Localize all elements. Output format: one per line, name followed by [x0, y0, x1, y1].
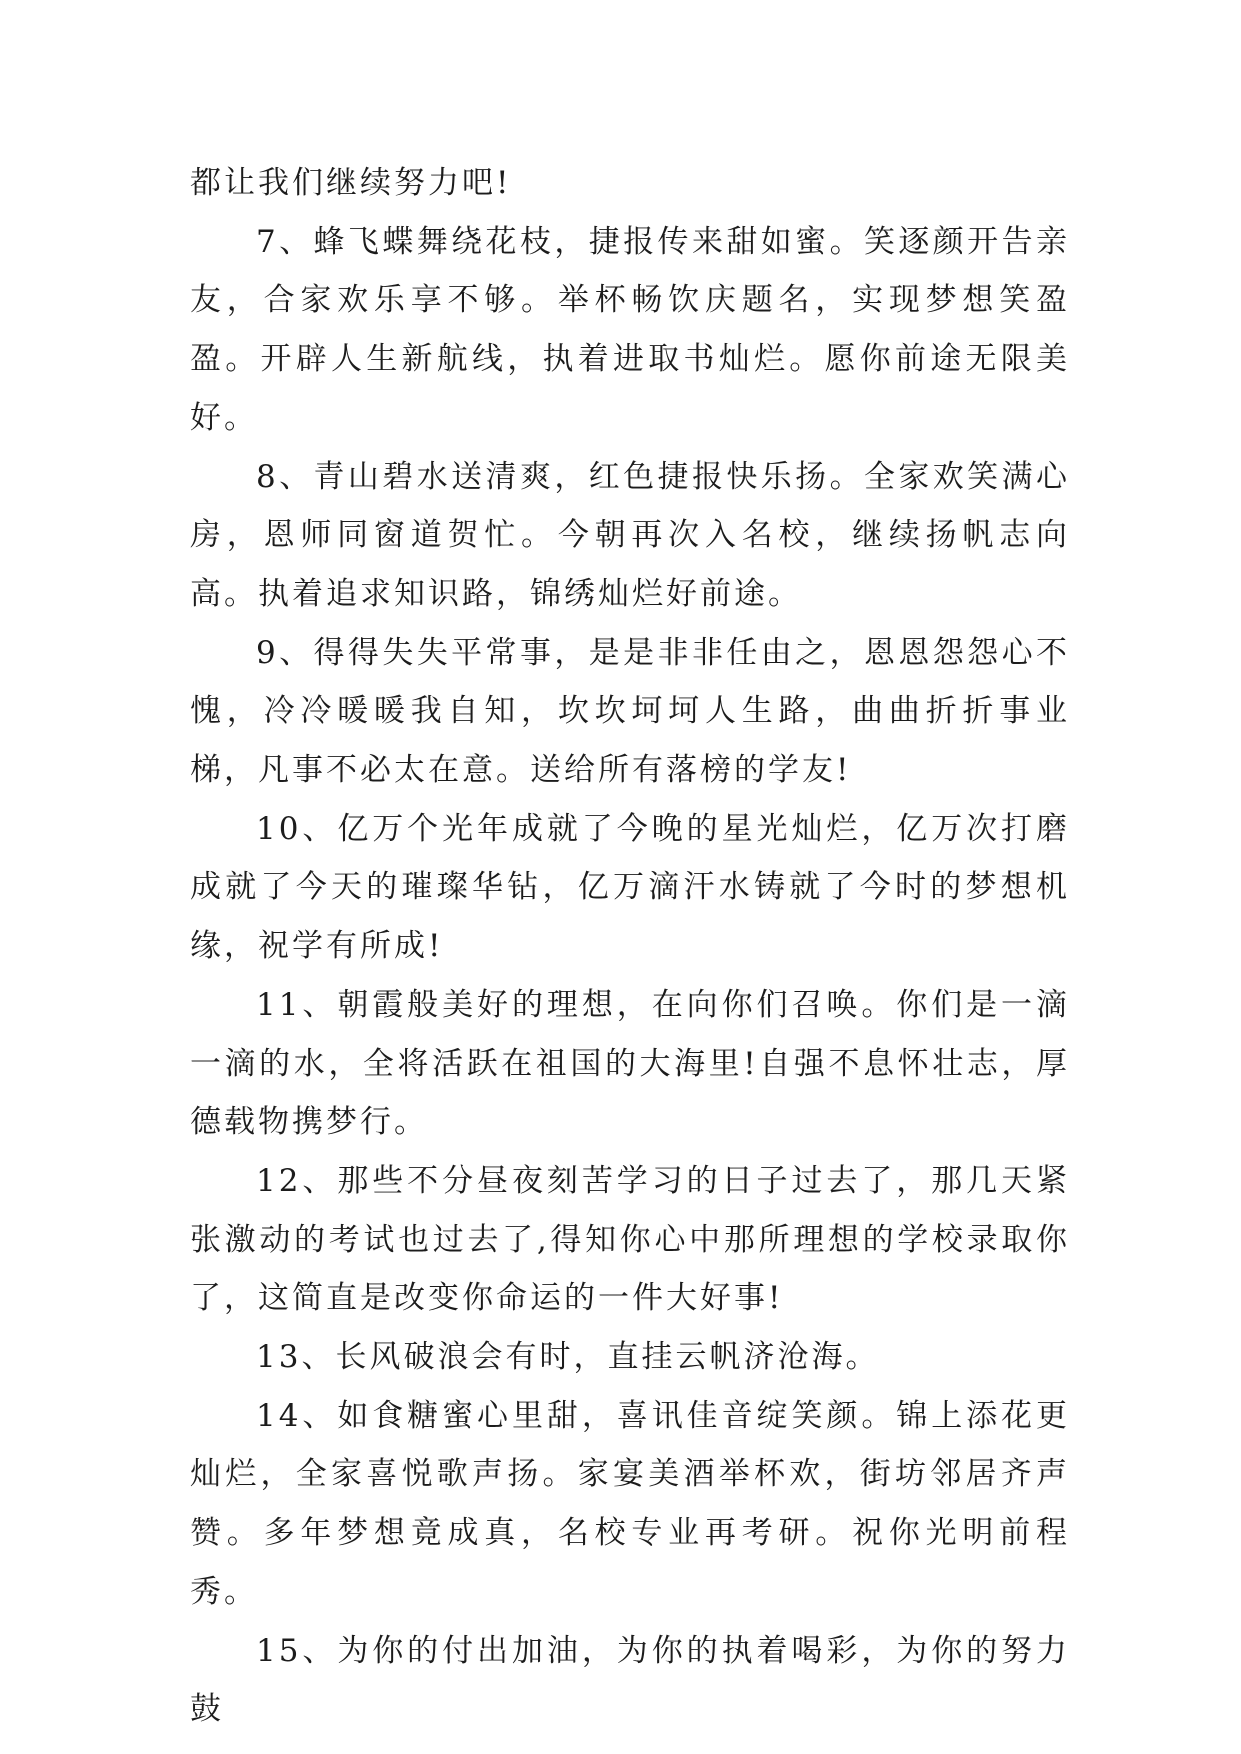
paragraph-11: 11、朝霞般美好的理想，在向你们召唤。你们是一滴一滴的水，全将活跃在祖国的大海里!自强不息怀壮志，厚德载物携梦行。	[190, 986, 1070, 1141]
paragraph-13: 13、长风破浪会有时，直挂云帆济沧海。	[256, 1339, 880, 1376]
paragraph-15: 15、为你的付出加油，为你的执着喝彩，为你的努力鼓	[190, 1632, 1070, 1728]
paragraph-8: 8、青山碧水送清爽，红色捷报快乐扬。全家欢笑满心房，恩师同窗道贺忙。今朝再次入名校，继续扬帆志向高。执着追求知识路，锦绣灿烂好前途。	[190, 458, 1070, 612]
paragraph-14: 14、如食糖蜜心里甜，喜讯佳音绽笑颜。锦上添花更灿烂，全家喜悦歌声扬。家宴美酒举杯欢，街坊邻居齐声赞。多年梦想竟成真，名校专业再考研。祝你光明前程秀。	[190, 1397, 1070, 1610]
paragraph-7: 7、蜂飞蝶舞绕花枝，捷报传来甜如蜜。笑逐颜开告亲友，合家欢乐享不够。举杯畅饮庆题名，实现梦想笑盈盈。开辟人生新航线，执着进取书灿烂。愿你前途无限美好。	[190, 223, 1070, 436]
paragraph-10: 10、亿万个光年成就了今晚的星光灿烂，亿万次打磨成就了今天的璀璨华钻，亿万滴汗水铸就了今时的梦想机缘，祝学有所成!	[190, 810, 1070, 965]
paragraph-9: 9、得得失失平常事，是是非非任由之，恩恩怨怨心不愧，冷冷暖暖我自知，坎坎坷坷人生路，曲曲折折事业梯，凡事不必太在意。送给所有落榜的学友!	[190, 634, 1070, 789]
paragraph-12: 12、那些不分昼夜刻苦学习的日子过去了，那几天紧张激动的考试也过去了,得知你心中那所理想的学校录取你了，这简直是改变你命运的一件大好事!	[190, 1162, 1070, 1317]
paragraph-continuation: 都让我们继续努力吧!	[190, 165, 512, 201]
document-body	[190, 154, 1070, 1739]
